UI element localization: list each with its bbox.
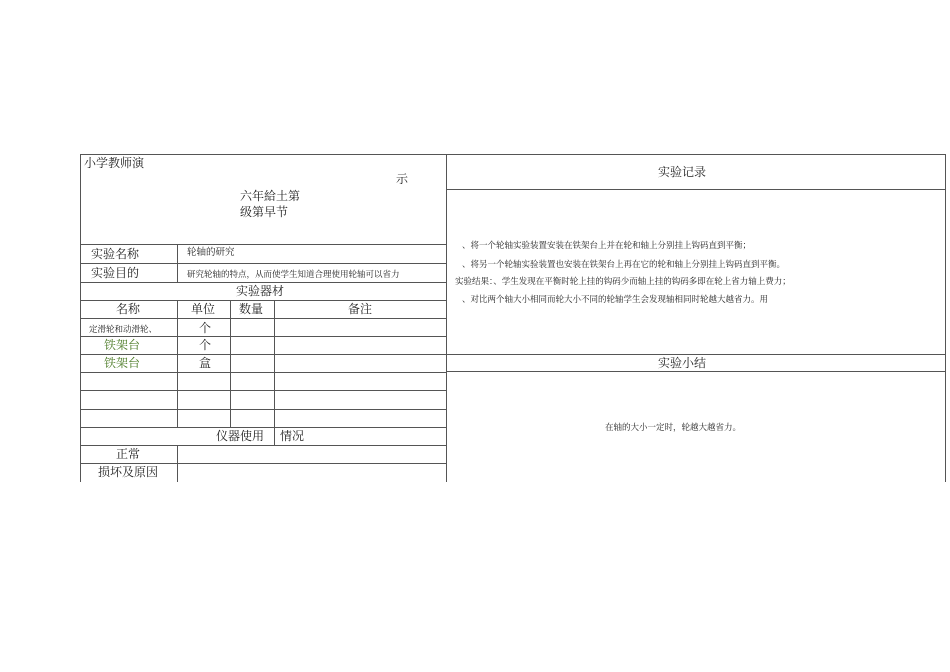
record-line: 实验结果：、学生发现在平衡时轮上挂的钩码少而轴上挂的钩码多即在轮上省力轴上费力； bbox=[455, 277, 791, 287]
row-divider bbox=[80, 318, 446, 319]
row-divider bbox=[80, 445, 446, 446]
status-title-divider bbox=[274, 427, 275, 445]
equipment-header-quantity: 数量 bbox=[239, 302, 264, 316]
row-divider bbox=[80, 336, 446, 337]
status-damaged-label: 损坏及原因 bbox=[98, 465, 159, 479]
row-divider bbox=[80, 263, 446, 264]
grade-line-2: 级第早节 bbox=[240, 205, 289, 219]
row-divider bbox=[80, 354, 446, 355]
grade-line-1: 六年給土第 bbox=[240, 189, 301, 203]
name-column-divider bbox=[177, 300, 178, 427]
record-line: 、对比两个轴大小相同而轮大小不同的轮轴学生会发现轴相同时轮越大越省力。用 bbox=[462, 295, 769, 305]
row-divider bbox=[80, 427, 446, 428]
equipment-section-title: 实验器材 bbox=[236, 284, 285, 298]
equipment-header-notes: 备注 bbox=[348, 302, 373, 316]
row-divider bbox=[80, 244, 446, 245]
instrument-status-title: 仪器使用 bbox=[216, 429, 265, 443]
record-line: 、将另一个轮轴实验装置也安装在铁架台上再在它的轮和轴上分别挂上钩码直到平衡。 bbox=[462, 260, 786, 270]
equipment-header-unit: 单位 bbox=[191, 302, 216, 316]
summary-title: 实验小结 bbox=[658, 356, 707, 370]
record-title-divider bbox=[446, 189, 946, 190]
equipment-row-unit: 个 bbox=[199, 321, 212, 335]
row-divider bbox=[80, 372, 446, 373]
experiment-name-label: 实验名称 bbox=[91, 247, 140, 261]
status-label-divider bbox=[177, 445, 178, 482]
summary-title-divider bbox=[446, 371, 946, 372]
row-divider bbox=[80, 282, 446, 283]
record-line: 、将一个轮轴实验装置安装在铁架台上并在轮和轴上分别挂上钩码直到平衡； bbox=[462, 241, 752, 251]
summary-top-divider bbox=[446, 354, 946, 355]
experiment-purpose-label: 实验目的 bbox=[91, 266, 140, 280]
unit-column-divider bbox=[230, 300, 231, 427]
equipment-row-name: 铁架台 bbox=[104, 338, 141, 352]
column-divider bbox=[446, 154, 447, 482]
equipment-row-unit: 个 bbox=[199, 338, 212, 352]
row-divider bbox=[80, 300, 446, 301]
experiment-purpose-value: 研究轮轴的特点，从而使学生知道合理使用轮轴可以省力 bbox=[187, 270, 400, 280]
header-title: 小学教师演 bbox=[84, 156, 145, 170]
instrument-status-title-suffix: 情况 bbox=[280, 429, 305, 443]
quantity-column-divider bbox=[274, 300, 275, 427]
label-column-divider bbox=[177, 244, 178, 282]
equipment-row-name: 铁架台 bbox=[104, 356, 141, 370]
row-divider bbox=[80, 409, 446, 410]
equipment-header-name: 名称 bbox=[116, 302, 141, 316]
status-normal-label: 正常 bbox=[116, 447, 141, 461]
row-divider bbox=[80, 390, 446, 391]
equipment-row-name: 定滑轮和动滑轮、 bbox=[89, 325, 158, 335]
table-border-right bbox=[945, 154, 946, 482]
record-title: 实验记录 bbox=[658, 165, 707, 179]
table-border-top bbox=[80, 154, 946, 155]
row-divider bbox=[80, 463, 446, 464]
header-title-suffix: 示 bbox=[396, 172, 409, 186]
equipment-row-unit: 盒 bbox=[199, 356, 212, 370]
experiment-name-value: 轮轴的研究 bbox=[187, 247, 235, 258]
summary-text: 在轴的大小一定时，轮越大越省力。 bbox=[605, 423, 742, 433]
